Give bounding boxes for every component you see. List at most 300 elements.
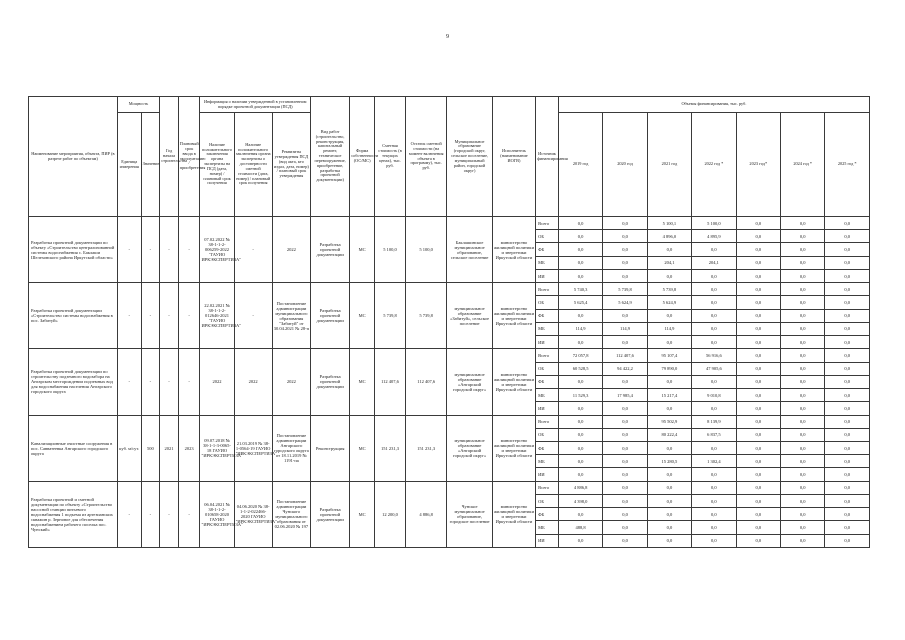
amount-cell: 0,0 — [558, 243, 602, 256]
header-psd-expert: Наличие положительного заключения органа экспертизы на ПСД (дата, номер) / плановый срок получения — [200, 113, 234, 217]
amount-cell: 112 407,6 — [603, 349, 647, 362]
amount-cell: 0,0 — [603, 402, 647, 415]
amount-cell: 0,0 — [736, 508, 780, 521]
amount-cell: 1 302,4 — [692, 455, 736, 468]
header-year: 2024 год * — [780, 113, 824, 217]
psd-expert: 06.04.2021 № 38-1-1-2-010658-2020 ГАУИО "ИРКЭКСПЕРТИЗА" — [200, 481, 234, 547]
amount-cell: 5 739,8 — [647, 283, 691, 296]
amount-cell: 0,0 — [780, 441, 824, 454]
amount-cell: 72 057,8 — [558, 349, 602, 362]
amount-cell: 0,0 — [825, 230, 870, 243]
amount-cell: 0,0 — [736, 402, 780, 415]
amount-cell: 0,0 — [780, 508, 824, 521]
amount-cell: 4 398,0 — [558, 494, 602, 507]
capacity-unit: куб. м/сут. — [117, 415, 141, 481]
year-start: - — [160, 283, 179, 349]
amount-cell: 0,0 — [825, 389, 870, 402]
amount-cell: 9 010,8 — [692, 389, 736, 402]
amount-cell: 0,0 — [647, 269, 691, 282]
project-name: Разработка проектной и сметной документации по объекту «Строительство насосной станции питьевого водоснабжения 1 подъема из артезианских скважин р. Зерновое для обеспечения водоснабжением рабочего поселка пос. Чунский» — [29, 481, 118, 547]
amount-cell: 0,0 — [736, 322, 780, 335]
source-label: ФБ — [536, 508, 559, 521]
executor: министерство жилищной политики и энергетики Иркутской области — [492, 415, 535, 481]
source-label: ИИ — [536, 468, 559, 481]
amount-cell: 15 217,4 — [647, 389, 691, 402]
source-label: ИИ — [536, 534, 559, 547]
amount-cell: 0,0 — [603, 256, 647, 269]
header-name: Наименование мероприятия, объекта, ПИР (в разрезе работ по объектам) — [29, 97, 118, 217]
amount-cell: 0,0 — [558, 230, 602, 243]
header-year: 2023 год* — [736, 113, 780, 217]
header-year-start: Год начала строительства — [160, 97, 179, 217]
amount-cell: 0,0 — [736, 389, 780, 402]
psd-approve: Постановление администрации Чунского муниципального образования от 02.06.2020 № 197 — [272, 481, 310, 547]
amount-cell: 0,0 — [647, 441, 691, 454]
psd-approve: Постановление администрации муниципального образования "Забитуй" от 30.04.2021 № 28-п — [272, 283, 310, 349]
executor: министерство жилищной политики и энергетики Иркутской области — [492, 349, 535, 415]
amount-cell: 0,0 — [736, 494, 780, 507]
header-value: Значение — [141, 113, 160, 217]
capacity-unit: - — [117, 217, 141, 283]
source-label: МБ — [536, 521, 559, 534]
psd-smeta: - — [234, 283, 272, 349]
amount-cell: 204,1 — [647, 256, 691, 269]
amount-cell: 0,0 — [603, 415, 647, 428]
header-ownership: Форма собственности (ОС/МС) — [350, 97, 375, 217]
header-remaining: Остаток сметной стоимости (на момент включения объекта в программу), тыс. руб. — [406, 97, 447, 217]
amount-cell: 0,0 — [825, 296, 870, 309]
header-psd-approve: Реквизиты утверждения ПСД (вид акта, кто издал, дата, номер) / плановый срок утверждения — [272, 113, 310, 217]
capacity-value: - — [141, 349, 160, 415]
work-type: Разработка проектной документации — [311, 217, 350, 283]
amount-cell: 0,0 — [825, 455, 870, 468]
amount-cell: 0,0 — [647, 468, 691, 481]
amount-cell: 47 905,6 — [692, 362, 736, 375]
amount-cell: 0,0 — [825, 415, 870, 428]
amount-cell: 0,0 — [780, 230, 824, 243]
amount-cell: 0,0 — [647, 494, 691, 507]
source-label: ИИ — [536, 402, 559, 415]
capacity-unit: - — [117, 283, 141, 349]
remaining-cost: 4 886,8 — [406, 481, 447, 547]
amount-cell: 0,0 — [736, 336, 780, 349]
amount-cell: 0,0 — [558, 508, 602, 521]
project-name: Канализационные очистные сооружения в пос. Савватеевка Ангарского городского округа — [29, 415, 118, 481]
year-commission: - — [178, 217, 200, 283]
amount-cell: 0,0 — [825, 283, 870, 296]
amount-cell: 5 624,9 — [603, 296, 647, 309]
amount-cell: 0,0 — [780, 322, 824, 335]
source-label: Всего — [536, 415, 559, 428]
amount-cell: 0,0 — [692, 508, 736, 521]
amount-cell: 0,0 — [647, 309, 691, 322]
amount-cell: 0,0 — [780, 349, 824, 362]
remaining-cost: 5 739,8 — [406, 283, 447, 349]
amount-cell: 0,0 — [825, 217, 870, 230]
amount-cell: 0,0 — [603, 230, 647, 243]
amount-cell: 0,0 — [692, 243, 736, 256]
amount-cell: 0,0 — [736, 468, 780, 481]
source-label: Всего — [536, 349, 559, 362]
financing-table — [28, 96, 870, 548]
psd-approve: 2022 — [272, 349, 310, 415]
amount-cell: 0,0 — [692, 269, 736, 282]
amount-cell: 0,0 — [780, 269, 824, 282]
ownership: МС — [350, 481, 375, 547]
estimate-cost: 151 231,3 — [375, 415, 406, 481]
amount-cell: 95 107,4 — [647, 349, 691, 362]
amount-cell: 0,0 — [692, 336, 736, 349]
amount-cell: 0,0 — [603, 269, 647, 282]
amount-cell: 0,0 — [692, 468, 736, 481]
source-label: МБ — [536, 455, 559, 468]
amount-cell: 0,0 — [825, 481, 870, 494]
amount-cell: 0,0 — [780, 455, 824, 468]
amount-cell: 0,0 — [780, 362, 824, 375]
header-municipality: Муниципальное образование (городской округ, сельское поселение, муниципальный район, городской округ) — [447, 97, 492, 217]
amount-cell: 0,0 — [736, 521, 780, 534]
amount-cell: 0,0 — [558, 309, 602, 322]
amount-cell: 0,0 — [692, 402, 736, 415]
amount-cell: 0,0 — [780, 415, 824, 428]
amount-cell: 0,0 — [558, 415, 602, 428]
amount-cell: 0,0 — [558, 468, 602, 481]
estimate-cost: 12 200,0 — [375, 481, 406, 547]
amount-cell: 0,0 — [647, 521, 691, 534]
amount-cell: 0,0 — [825, 441, 870, 454]
amount-cell: 0,0 — [736, 269, 780, 282]
year-start: - — [160, 349, 179, 415]
header-capacity: Мощность — [117, 97, 159, 113]
amount-cell: 0,0 — [603, 481, 647, 494]
source-label: ОБ — [536, 230, 559, 243]
header-estimate: Сметная стоимость (в текущих ценах), тыс. руб. — [375, 97, 406, 217]
amount-cell: 0,0 — [558, 217, 602, 230]
amount-cell: 4 895,9 — [692, 230, 736, 243]
psd-smeta: 04.06.2020 № 38-1-1-2-022466-2020 ГАУИО "ИРКЭКСПЕРТИЗА" — [234, 481, 272, 547]
amount-cell: 0,0 — [780, 283, 824, 296]
header-psd: Информация о наличии утвержденной в установленном порядке проектной документации (ПСД) — [200, 97, 311, 113]
work-type: Реконструкция — [311, 415, 350, 481]
amount-cell: 0,0 — [736, 283, 780, 296]
table-row — [29, 349, 870, 362]
amount-cell: 0,0 — [736, 428, 780, 441]
amount-cell: 15 280,5 — [647, 455, 691, 468]
amount-cell: 80 222,4 — [647, 428, 691, 441]
remaining-cost: 112 407,6 — [406, 349, 447, 415]
amount-cell: 0,0 — [647, 336, 691, 349]
ownership: МС — [350, 349, 375, 415]
source-label: ОБ — [536, 494, 559, 507]
amount-cell: 5 100,0 — [692, 217, 736, 230]
header-year-commission: Плановый срок ввода в эксплуатацию / приобретения — [178, 97, 200, 217]
amount-cell: 0,0 — [736, 534, 780, 547]
amount-cell: 0,0 — [736, 349, 780, 362]
work-type: Разработка проектной документации — [311, 349, 350, 415]
year-start: - — [160, 217, 179, 283]
amount-cell: 4 896,0 — [647, 230, 691, 243]
amount-cell: 0,0 — [558, 256, 602, 269]
amount-cell: 0,0 — [647, 481, 691, 494]
amount-cell: 488,8 — [558, 521, 602, 534]
amount-cell: 0,0 — [736, 362, 780, 375]
amount-cell: 0,0 — [692, 322, 736, 335]
source-label: ОБ — [536, 428, 559, 441]
amount-cell: 0,0 — [825, 375, 870, 388]
amount-cell: 0,0 — [603, 521, 647, 534]
amount-cell: 0,0 — [825, 468, 870, 481]
amount-cell: 0,0 — [736, 415, 780, 428]
amount-cell: 0,0 — [603, 375, 647, 388]
psd-approve: Постановление администрации Ангарского городского округа от 18.11.2019 № 1191-па — [272, 415, 310, 481]
amount-cell: 0,0 — [603, 243, 647, 256]
amount-cell: 0,0 — [780, 336, 824, 349]
amount-cell: 17 985,4 — [603, 389, 647, 402]
psd-expert: 07.02.2022 № 38-1-1-2-006259-2022 "ГАУИО ИРКЭКСПЕРТИЗА" — [200, 217, 234, 283]
amount-cell: 0,0 — [647, 534, 691, 547]
estimate-cost: 5 100,0 — [375, 217, 406, 283]
municipality: муниципальное образование «Ангарский городской округ» — [447, 349, 492, 415]
estimate-cost: 112 407,6 — [375, 349, 406, 415]
header-executor: Исполнитель (наименование ИОГВ) — [492, 97, 535, 217]
source-label: ОБ — [536, 296, 559, 309]
amount-cell: 0,0 — [780, 256, 824, 269]
amount-cell: 0,0 — [603, 468, 647, 481]
amount-cell: 114,9 — [647, 322, 691, 335]
amount-cell: 0,0 — [647, 375, 691, 388]
amount-cell: 0,0 — [603, 494, 647, 507]
header-finance: Объемы финансирования, тыс. руб. — [558, 97, 869, 113]
amount-cell: 0,0 — [825, 322, 870, 335]
amount-cell: 0,0 — [825, 521, 870, 534]
amount-cell: 0,0 — [647, 402, 691, 415]
ownership: МС — [350, 415, 375, 481]
year-commission: - — [178, 283, 200, 349]
amount-cell: 94 422,2 — [603, 362, 647, 375]
psd-smeta: 21.03.2019 № 38-1-0564-19 ГАУИО "ИРКЭКСПЕРТИЗА" — [234, 415, 272, 481]
municipality: муниципальное образование «Ангарский городской округ» — [447, 415, 492, 481]
amount-cell: 0,0 — [825, 534, 870, 547]
amount-cell: 0,0 — [558, 428, 602, 441]
psd-expert: 2022 — [200, 349, 234, 415]
amount-cell: 0,0 — [780, 494, 824, 507]
amount-cell: 0,0 — [825, 508, 870, 521]
amount-cell: 114,9 — [603, 322, 647, 335]
source-label: ОБ — [536, 362, 559, 375]
municipality: муниципальное образование «Забитуй», сельское поселение — [447, 283, 492, 349]
amount-cell: 0,0 — [692, 534, 736, 547]
amount-cell: 0,0 — [603, 534, 647, 547]
amount-cell: 0,0 — [780, 534, 824, 547]
amount-cell: 6 837,5 — [692, 428, 736, 441]
capacity-value: - — [141, 283, 160, 349]
capacity-value: 500 — [141, 415, 160, 481]
amount-cell: 60 528,5 — [558, 362, 602, 375]
municipality: Чунское муниципальное образование, городское поселение — [447, 481, 492, 547]
header-work-type: Вид работ (строительство, реконструкция, капитальный ремонт, техническое перевооружение, приобретение, разработка проектной документации) — [311, 97, 350, 217]
source-label: МБ — [536, 322, 559, 335]
header-year: 2022 год * — [692, 113, 736, 217]
source-label: ФБ — [536, 375, 559, 388]
year-commission: - — [178, 481, 200, 547]
executor: министерство жилищной политики и энергетики Иркутской области — [492, 283, 535, 349]
source-label: Всего — [536, 217, 559, 230]
amount-cell: 5 740,3 — [558, 283, 602, 296]
work-type: Разработка проектной документации — [311, 481, 350, 547]
amount-cell: 4 886,8 — [558, 481, 602, 494]
municipality: Баклашинское муниципальное образование, сельское поселение — [447, 217, 492, 283]
amount-cell: 0,0 — [780, 296, 824, 309]
amount-cell: 0,0 — [603, 217, 647, 230]
amount-cell: 0,0 — [736, 296, 780, 309]
ownership: МС — [350, 283, 375, 349]
capacity-value: - — [141, 217, 160, 283]
project-name: Разработка проектной документации «Строительство системы водоснабжения в пос. Забитуй» — [29, 283, 118, 349]
header-unit: Единица измерения — [117, 113, 141, 217]
amount-cell: 0,0 — [780, 309, 824, 322]
amount-cell: 0,0 — [736, 230, 780, 243]
amount-cell: 0,0 — [825, 309, 870, 322]
header-psd-smeta: Наличие положительного заключения органа экспертизы о достоверности сметной стоимости (дата, номер) / плановый срок получения — [234, 113, 272, 217]
source-label: ИИ — [536, 336, 559, 349]
table-row — [29, 481, 870, 494]
amount-cell: 0,0 — [825, 243, 870, 256]
year-commission: - — [178, 349, 200, 415]
source-label: МБ — [536, 389, 559, 402]
header-year: 2020 год — [603, 113, 647, 217]
source-label: ФБ — [536, 243, 559, 256]
source-label: ИИ — [536, 269, 559, 282]
amount-cell: 95 502,9 — [647, 415, 691, 428]
table-row — [29, 283, 870, 296]
amount-cell: 8 139,9 — [692, 415, 736, 428]
amount-cell: 0,0 — [825, 402, 870, 415]
amount-cell: 0,0 — [825, 349, 870, 362]
amount-cell: 0,0 — [603, 508, 647, 521]
table-body — [29, 217, 870, 548]
ownership: МС — [350, 217, 375, 283]
amount-cell: 0,0 — [780, 389, 824, 402]
remaining-cost: 151 231,3 — [406, 415, 447, 481]
source-label: МБ — [536, 256, 559, 269]
amount-cell: 0,0 — [558, 269, 602, 282]
amount-cell: 0,0 — [825, 256, 870, 269]
estimate-cost: 5 739,8 — [375, 283, 406, 349]
work-type: Разработка проектной документации — [311, 283, 350, 349]
source-label: ФБ — [536, 309, 559, 322]
amount-cell: 0,0 — [736, 309, 780, 322]
amount-cell: 0,0 — [736, 441, 780, 454]
amount-cell: 56 916,6 — [692, 349, 736, 362]
capacity-value: - — [141, 481, 160, 547]
amount-cell: 0,0 — [692, 441, 736, 454]
amount-cell: 114,9 — [558, 322, 602, 335]
page-number: 9 — [446, 34, 449, 40]
amount-cell: 0,0 — [825, 494, 870, 507]
amount-cell: 0,0 — [692, 494, 736, 507]
amount-cell: 0,0 — [558, 534, 602, 547]
amount-cell: 0,0 — [692, 283, 736, 296]
amount-cell: 0,0 — [692, 309, 736, 322]
header-year: 2019 год — [558, 113, 602, 217]
amount-cell: 5 625,4 — [558, 296, 602, 309]
amount-cell: 0,0 — [780, 468, 824, 481]
table-row — [29, 217, 870, 230]
project-name: Разработка проектной документации по объекту «Строительство централизованной системы водоснабжения с. Баклаши Шелеховского района Иркутской области» — [29, 217, 118, 283]
amount-cell: 0,0 — [558, 336, 602, 349]
amount-cell: 0,0 — [736, 217, 780, 230]
amount-cell: 5 739,8 — [603, 283, 647, 296]
amount-cell: 204,1 — [692, 256, 736, 269]
amount-cell: 0,0 — [825, 362, 870, 375]
amount-cell: 0,0 — [736, 256, 780, 269]
amount-cell: 0,0 — [603, 309, 647, 322]
amount-cell: 0,0 — [780, 428, 824, 441]
amount-cell: 0,0 — [692, 375, 736, 388]
amount-cell: 0,0 — [647, 243, 691, 256]
psd-smeta: 2022 — [234, 349, 272, 415]
amount-cell: 5 100,1 — [647, 217, 691, 230]
amount-cell: 0,0 — [780, 402, 824, 415]
amount-cell: 0,0 — [692, 481, 736, 494]
amount-cell: 0,0 — [736, 375, 780, 388]
remaining-cost: 5 100,0 — [406, 217, 447, 283]
year-start: 2021 — [160, 415, 179, 481]
capacity-unit: - — [117, 349, 141, 415]
amount-cell: 0,0 — [647, 508, 691, 521]
executor: министерство жилищной политики и энергетики Иркутской области — [492, 481, 535, 547]
amount-cell: 0,0 — [558, 441, 602, 454]
amount-cell: 0,0 — [603, 441, 647, 454]
amount-cell: 0,0 — [780, 217, 824, 230]
source-label: Всего — [536, 283, 559, 296]
amount-cell: 0,0 — [736, 481, 780, 494]
amount-cell: 11 529,3 — [558, 389, 602, 402]
amount-cell: 0,0 — [558, 455, 602, 468]
amount-cell: 0,0 — [692, 296, 736, 309]
amount-cell: 0,0 — [780, 243, 824, 256]
year-commission: 2023 — [178, 415, 200, 481]
source-label: ФБ — [536, 441, 559, 454]
header-year: 2021 год — [647, 113, 691, 217]
psd-expert: 09.07.2018 № 38-1-1-3-0065-18 ГАУИО "ИРКЭКСПЕРТИЗА" — [200, 415, 234, 481]
capacity-unit: - — [117, 481, 141, 547]
year-start: - — [160, 481, 179, 547]
header-source: Источник финансирования — [536, 97, 559, 217]
amount-cell: 0,0 — [736, 455, 780, 468]
amount-cell: 0,0 — [603, 428, 647, 441]
amount-cell: 5 624,9 — [647, 296, 691, 309]
amount-cell: 0,0 — [780, 375, 824, 388]
source-label: Всего — [536, 481, 559, 494]
amount-cell: 79 890,0 — [647, 362, 691, 375]
amount-cell: 0,0 — [692, 521, 736, 534]
header-year: 2025 год * — [825, 113, 870, 217]
psd-approve: 2022 — [272, 217, 310, 283]
project-name: Разработка проектной документации по строительству подземного водозабора на Ангарском месторождении подземных вод для водоснабжения населения Ангарского городского округа — [29, 349, 118, 415]
amount-cell: 0,0 — [825, 428, 870, 441]
amount-cell: 0,0 — [780, 481, 824, 494]
psd-expert: 22.02.2021 № 38-1-1-2-012646-2021 "ГАУИО ИРКЭКСПЕРТИЗА" — [200, 283, 234, 349]
amount-cell: 0,0 — [825, 336, 870, 349]
amount-cell: 0,0 — [603, 455, 647, 468]
amount-cell: 0,0 — [736, 243, 780, 256]
amount-cell: 0,0 — [558, 402, 602, 415]
amount-cell: 0,0 — [603, 336, 647, 349]
amount-cell: 0,0 — [558, 375, 602, 388]
amount-cell: 0,0 — [780, 521, 824, 534]
executor: министерство жилищной политики и энергетики Иркутской области — [492, 217, 535, 283]
